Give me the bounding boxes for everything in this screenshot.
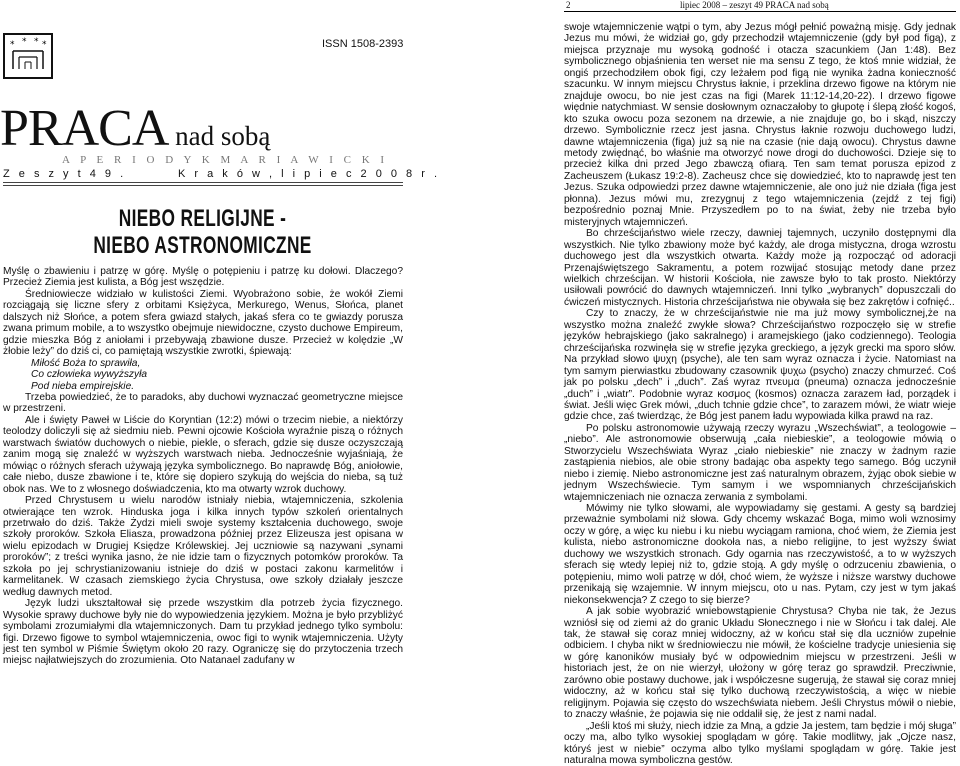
- header-rule: [564, 11, 956, 12]
- poem-line: Pod nieba empirejskie.: [31, 380, 135, 392]
- logo-icon: [3, 33, 53, 79]
- issue-line: [3, 168, 441, 180]
- poem-line: Miłość Boża to sprawiła,: [31, 357, 141, 369]
- masthead-subtitle: A P E R I O D Y K M A R I A W I C K I: [62, 154, 389, 166]
- paragraph: Średniowiecze widziało w kulistości Ziemi. Wyobrażono sobie, że wokół Ziemi rozciągają się liczne sfery z orbitami Księżyca, Merkurego, Wenus, Słońca, planet dalszych niż Słońce, a potem sfera gwiazd stałych, jakaś sfera co te gwiazdy porusza zwana primum mobile, a to wszystko obejmuje niewidoczne, czysto duchowe Empireum, gdzie mieszka Bóg z aniołami i przebywają zbawione dusze. Przecież w kolędzie „W żłobie leży” do dziś ci, co pamiętają wszystkie zwrotki, śpiewają:: [3, 288, 403, 358]
- article-body-right: [564, 22, 956, 766]
- masthead-rule: [3, 182, 403, 183]
- paragraph: Myślę o zbawieniu i patrzę w górę. Myślę o potępieniu i patrzę ku dołowi. Dlaczego? Przecież Ziemia jest kulista, a Bóg jest wszędzie.: [3, 266, 403, 289]
- paragraph: Język ludzi ukształtował się przede wszystkim dla potrzeb życia fizycznego. Wysokie sprawy duchowe były nie do wypowiedzenia językiem. Można je było przybliżyć symbolami zrozumiałymi dla wtajemniczonych. Dam tu przykład jednego tylko symbolu: figi. Drzewo figowe to symbol wtajemniczenia, owoc figi to wynik wtajemniczenia. Użyty jest ten symbol w Piśmie Świętym około 20 razy. Ograniczę się do przytoczenia trzech miejsc najłatwiejszych do zrozumienia. Oto Natanael zadufany w: [3, 598, 403, 667]
- issn: ISSN 1508-2393: [322, 38, 404, 50]
- left-column: [0, 0, 441, 667]
- issue-info: lipiec 2008 – zeszyt 49 PRACA nad sobą: [680, 0, 829, 10]
- svg-text:*: *: [42, 40, 47, 50]
- title-small: nad sobą: [168, 121, 271, 151]
- title-big: PRACA: [0, 100, 169, 157]
- article-title: [57, 205, 349, 259]
- poem-line: Co człowieka wywyższyła: [31, 369, 148, 381]
- paragraph: Trzeba powiedzieć, że to paradoks, aby duchowi wyznaczać geometryczne miejsce w przestrzeni.: [3, 391, 403, 415]
- svg-text:*: *: [34, 37, 39, 47]
- paragraph: A jak sobie wyobrazić wniebowstąpienie Chrystusa? Chyba nie tak, że Jezus wzniósł się od ziemi aż do granic Układu Słonecznego i nie w Słońcu i tak dalej. Ale tak, że stawał się coraz mniej widoczny, aż w końcu stał się dla uczniów zupełnie odbiciem. I chyba nikt w średniowieczu nie mówił, że kościelne tradycje uniesienia się w górę kanoników musiały być w odpowiednim miejscu w przestrzeni. Jeśli w historiach jest, że on nie wierzył, ułożony w górę teraz go sprawdził. Precziwnie, zarówno obie postawy duchowe, jak i współczesne sugerują, że stawał się coraz mniej widoczny, aż w końcu stał się tylko duchową rzeczywistością, a więc w niebie religijnym. Pojawia się często do wszechświata niebem. Jeśli Chrystus mówił o niebie, to znaczy właśnie, że pojawia się nie oddalił się, że jest z nami nadal.: [564, 606, 956, 721]
- issue-number: Z e s z y t 4 9 .: [3, 168, 127, 180]
- article-title-line: NIEBO RELIGIJNE -: [118, 205, 287, 232]
- paragraph: „Jeśli ktoś mi służy, niech idzie za Mną, a gdzie Ja jestem, tam będzie i mój sługa” oczy ma, albo tylko wysokiej spoglądam w górę. Takie modlitwy, jak „Ojcze nasz, któryś jest w niebie” oczyma albo tylko myślami spoglądam w górę. Takie jest naturalna mowa symboliczna gestów.: [564, 720, 956, 766]
- masthead-title: [0, 100, 271, 157]
- article-title-line: NIEBO ASTRONOMICZNE: [93, 232, 312, 259]
- paragraph: swoje wtajemniczenie wątpi o tym, aby Jezus mógł pełnić poważną misję. Gdy jednak Jezus mu mówi, że widział go, gdy przechodził wtajemniczenie (gdy był pod figą), z miejsca przyznaje mu wysoką godność i otacza szacunkiem (Jan 1:48). Bez symbolicznego objaśnienia ten werset nie ma sensu Z tego, że ktoś mnie widział, że ongiś przechodziłem obok figi, czy leżałem pod figą nie wynika żadna konieczność szacunku. W innym miejscu Chrystus łaknie, i przeklina drzewo figowe na którym nie znajduje owocu, bo nie jest czas na figi (Marek 11:12-14,20-22). I drzewo figowe więdnie natychmiast. W sensie dosłownym oznaczałoby to głupotę i ślepą złość kogoś, kto szuka owocu poza sezonem na drzewie, a nie znajduje go, bo i skąd, niszczy drzewo. Symbolicznie rzecz jest jasna. Chrystus łaknie rozwoju duchowego ludzi, dawne wtajemniczenia (figa) już są nie na czasie (nie dają owocu). Chrystus dawne metody zwiędnąć, bo właśnie ma otworzyć nowe drogi do duchowości. Dzieje się to przecież kilka dni przed Jego zbawczą ofiarą. Ten sam temat porusza epizod z Zacheuszem (Łukasz 19:2-8). Zacheusz chce się dowiedzieć, kto to naprawdę jest ten Jezus. Szuka odpowiedzi przez dawne wtajemniczenie, ale ono już nie działa (figa jest płonna). Jezus mówi mu, zrezygnuj z tego wtajemniczenia (zejdź z tej figi) bezpośrednio poznaj Mnie. Przyszedłem po to na świat, żeby nie trzeba było misteryjnych wtajemniczeń.: [564, 22, 956, 228]
- paragraph: Czy to znaczy, że w chrześcijaństwie nie ma już mowy symbolicznej,że na wszystko można znaleźć zwykłe słowa? Chrześcijaństwo rozpoczęło się w strefie języków hebrajskiego (jako sakralnego) i aramejskiego (jako codziennego). Teologia chrześcijańska rozwinęła się w strefie języka greckiego, a język grecki ma sporo słów. Na przykład słowo ψυχη (psyche), ale ten sam wyraz oznacza i życie. Natomiast na tym samym pierwiastku zbudowany czasownik ψυχω (psycho) znaczy chmurzeć. Coś jak po polsku „dech” i „duch”. Zaś wyraz πνευμα (pneuma) oznacza jednocześnie „duch” i „wiatr”. Podobnie wyraz κοσμος (kosmos) oznacza zarazem ład, porządek i świat. Jeśli więc Grek mówi, „duch tchnie gdzie chce”, to zarazem mówi, że wiatr wieje gdzie chce, zaś twierdząc, że Bóg jest panem ładu wypowiada kilka prawd na raz.: [564, 308, 956, 423]
- paragraph: Po polsku astronomowie używają rzeczy wyrazu „Wszechświat”, a teologowie – „niebo”. Ale astronomowie obserwują „cała niebieskie”, a teologowie mówią o Stworzycielu Wszechświata Wyraz „ciało niebieskie” nie znaczy w żadnym razie zastąpienia niebios, ale obie strony badając oba aspekty tego samego. Bóg uczynił niebo i ziemię. Niebo astronomiczne jest zaś naturalnym obrazem, żyjąc obok siebie w jednym Wszechświecie. Tym samym i we wspomnianych chrześcijańskich wtajemniczeniach nie oznacza zerwania z symbolami.: [564, 422, 956, 503]
- page-number: 2: [566, 0, 571, 10]
- paragraph: Ale i święty Paweł w Liście do Koryntian (12:2) mówi o trzecim niebie, a niektórzy teolodzy doliczyli się aż siedmiu nieb. Pewni ojcowie Kościoła wyraźnie piszą o różnych warstwach światów duchowych o niebie, piekle, o sferach, gdzie się dusze oczyszczają zanim mogą się znaleźć w wyższych warstwach nieba. Jednocześnie wyjaśniają, że mówiąc o różnych sferach używają języka symbolicznego. Bo naprawdę Bóg, aniołowie, całe niebo, dusze zbawione i te, które się dopiero szykują do wejścia do nieba, są tuż obok nas. We to z włosnego doświadczenia, kto ma otwarty wzrok duchowy.: [3, 414, 403, 495]
- svg-text:*: *: [10, 40, 15, 50]
- paragraph: Przed Chrystusem u wielu narodów istniały niebia, wtajemniczenia, szkolenia otwierające ten wzrok. Hinduska joga i kilka innych typów szkoleń orientalnych przetrwało do dziś. Także Żydzi mieli swoje systemy kształcenia duchowego, swoje szkoły proroków. Szkoła Eliasza, prowadzona później przez Elizeusza jest opisana w wielu epizodach w Drugiej Księdze Królewskiej. Jej uczniowie są nazywani „synami proroków”; z treści wynika jasno, że nie idzie tam o fizycznych potomków proroków. Ta szkoła po jej schrystianizowaniu istnieje do dziś w postaci zakonu karmelitów i karmelitanek. W czasach ziemskiego życia Chrystusa, owe szkoły działały jeszcze według dawnych metod.: [3, 495, 403, 598]
- paragraph: Bo chrześcijaństwo wiele rzeczy, dawniej tajemnych, uczyniło dostępnymi dla wszystkich. Nie tylko zbawiony może być każdy, ale droga mistyczna, droga wzrostu duchowego jest dla wszystkich otwarta. Każdy może ją rozpocząć od adoracji Przenajświętszego Sakramentu, a potem rozwijać stosując metody dane przez wielkich chrześcijan. W historii Kościoła, nie zawsze było to tak prosto. Niektórzy usiłowali powrócić do dawnych wtajemniczeń. Inni tylko „wybranych” dopuszczali do ćwiczeń mistycznych. Historia chrześcijaństwa nie obywała się bez zakrętów i cofnięć..: [564, 228, 956, 308]
- svg-text:*: *: [22, 37, 27, 47]
- masthead-rule: [3, 185, 403, 186]
- article-body-left: [3, 266, 403, 667]
- issue-place-date: K r a k ó w , l i p i e c 2 0 0 8 r .: [178, 168, 441, 180]
- paragraph: Mówimy nie tylko słowami, ale wypowiadamy się gestami. A gesty są bardziej przeważnie symbolami niż słowa. Gdy chcemy wskazać Boga, mimo woli wznosimy oczy w górę, a więc ku niebu i ku niebu wyciągam ramiona, choć wiem, że Ziemia jest kulista, niebo astronomiczne dookoła nas, a niebo religijne, to jest wyższy świat duchowy we wszystkich stronach. Gdy ogarnia nas rzeczywistość, a to w wyższych sferach się wtedy lepiej niż to, gdzie stoją. A gdy myślę o odrzuceniu zbawienia, o potępieniu, mimo woli patrzę w dół, choć wiem, że wyższe i niższe warstwy duchowe przenikają się wzajemnie. W innym miejscu, oto u nas. Pytam, czy jest w tym jakaś niekonsekwencja? Z czego to się bierze?: [564, 503, 956, 606]
